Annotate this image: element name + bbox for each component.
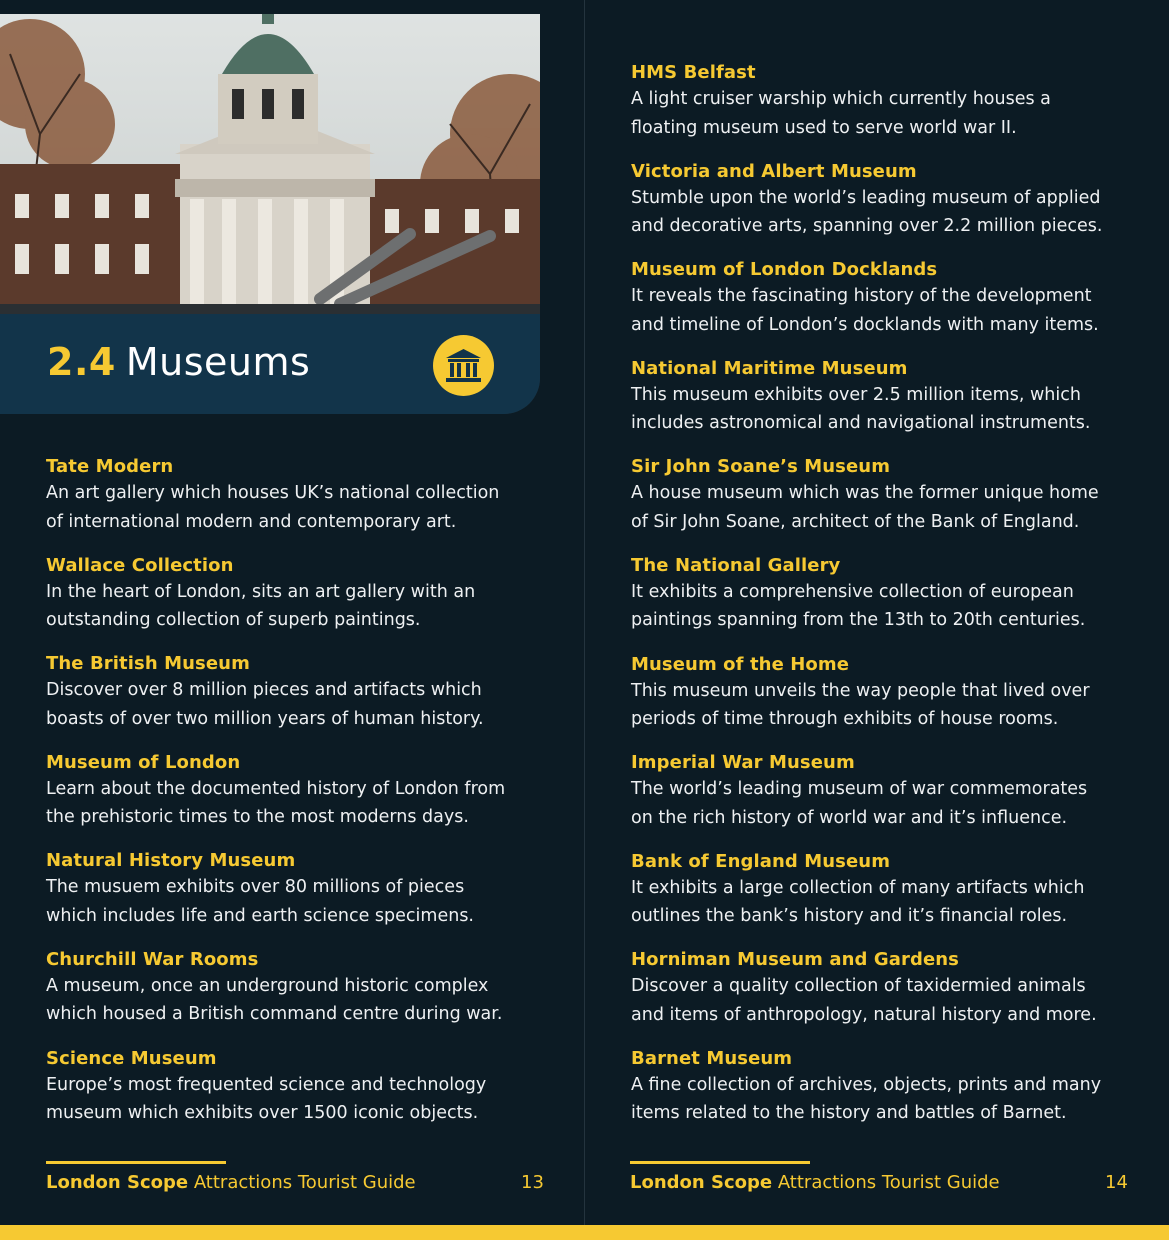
museum-description-line: and decorative arts, spanning over 2.2 million pieces.: [631, 216, 1103, 237]
museum-description-line: museum which exhibits over 1500 iconic objects.: [46, 1103, 479, 1124]
museum-name: The National Gallery: [631, 554, 841, 576]
museum-description-line: The world’s leading museum of war commemorates: [631, 779, 1088, 800]
museum-entry: [631, 61, 1141, 160]
museum-name: Wallace Collection: [46, 554, 234, 576]
museum-description-line: It exhibits a comprehensive collection of european: [631, 581, 1074, 602]
museum-name: Horniman Museum and Gardens: [631, 949, 959, 971]
footer-subtitle: Attractions Tourist Guide: [193, 1172, 416, 1193]
museum-description-line: floating museum used to serve world war II.: [631, 117, 1017, 138]
section-heading: [47, 340, 310, 384]
museum-entry: [631, 160, 1141, 259]
museum-entry: [46, 849, 546, 948]
museum-entry: [631, 554, 1141, 653]
museum-entry: [631, 751, 1141, 850]
museum-entry: [631, 455, 1141, 554]
museum-description-line: which includes life and earth science specimens.: [46, 905, 474, 926]
museum-description-line: A fine collection of archives, objects, prints and many: [631, 1074, 1102, 1095]
footer-brand: London Scope: [46, 1172, 189, 1193]
museum-description-line: It exhibits a large collection of many artifacts which: [631, 877, 1085, 898]
museum-name: Science Museum: [46, 1047, 217, 1069]
museum-name: Imperial War Museum: [631, 752, 855, 774]
museum-entry: [46, 1047, 546, 1146]
right-museum-list: [631, 61, 1141, 1146]
footer-left: [46, 1172, 416, 1193]
footer-right: [630, 1172, 1000, 1193]
museum-entry: [631, 948, 1141, 1047]
museum-description-line: of international modern and contemporary art.: [46, 511, 457, 532]
museum-description-line: items related to the history and battles of Barnet.: [631, 1103, 1067, 1124]
museum-description-line: Stumble upon the world’s leading museum of applied: [631, 187, 1101, 208]
museum-entry: [46, 554, 546, 653]
museum-entry: [46, 455, 546, 554]
museum-entry: [631, 850, 1141, 949]
museum-name: Sir John Soane’s Museum: [631, 456, 891, 478]
footer-subtitle: Attractions Tourist Guide: [777, 1172, 1000, 1193]
museum-description-line: The musuem exhibits over 80 millions of pieces: [46, 877, 465, 898]
museum-name: Churchill War Rooms: [46, 948, 259, 970]
museum-name: Natural History Museum: [46, 850, 296, 872]
museum-description-line: includes astronomical and navigational instruments.: [631, 413, 1091, 434]
museum-entry: [46, 948, 546, 1047]
museum-entry: [46, 652, 546, 751]
museum-entry: [631, 357, 1141, 456]
museum-description-line: A light cruiser warship which currently houses a: [631, 89, 1051, 109]
left-museum-list: [46, 455, 546, 1145]
museum-entry: [631, 1047, 1141, 1146]
section-number: 2.4: [47, 340, 116, 384]
museum-name: Bank of England Museum: [631, 850, 891, 872]
footer-rule-left: [46, 1161, 226, 1164]
museum-name: HMS Belfast: [631, 62, 756, 83]
museum-description-line: Discover a quality collection of taxidermied animals: [631, 976, 1086, 997]
museum-description-line: A house museum which was the former unique home: [631, 483, 1099, 504]
museum-description-line: paintings spanning from the 13th to 20th centuries.: [631, 610, 1086, 631]
museum-building-icon: [433, 335, 494, 396]
museum-description-line: and timeline of London’s docklands with many items.: [631, 314, 1099, 335]
museum-name: Museum of London: [46, 751, 241, 773]
museum-name: The British Museum: [46, 653, 250, 675]
museum-name: Victoria and Albert Museum: [631, 160, 917, 182]
museum-description-line: A museum, once an underground historic complex: [46, 975, 489, 996]
museum-description-line: on the rich history of world war and it’s influence.: [631, 807, 1068, 828]
museum-entry: [46, 751, 546, 850]
page-number-right: 14: [1105, 1172, 1128, 1193]
footer-brand: London Scope: [630, 1172, 773, 1193]
museum-name: Tate Modern: [46, 456, 174, 477]
bottom-accent-bar: [0, 1225, 1169, 1240]
museum-description-line: the prehistoric times to the most moderns days.: [46, 807, 469, 828]
museum-description-line: and items of anthropology, natural history and more.: [631, 1004, 1097, 1025]
museum-description-line: outstanding collection of superb paintings.: [46, 610, 421, 631]
museum-name: Museum of the Home: [631, 653, 850, 675]
museum-description-line: boasts of over two million years of human history.: [46, 708, 484, 729]
museum-description-line: It reveals the fascinating history of the development: [631, 286, 1092, 307]
museum-entry: [631, 258, 1141, 357]
museum-description-line: of Sir John Soane, architect of the Bank of England.: [631, 511, 1080, 532]
museum-entry: [631, 653, 1141, 752]
page-number-left: 13: [521, 1172, 544, 1193]
museum-description-line: An art gallery which houses UK’s national collection: [46, 483, 500, 503]
museum-description-line: periods of time through exhibits of house rooms.: [631, 709, 1059, 730]
museum-name: National Maritime Museum: [631, 357, 908, 379]
museum-description-line: This museum unveils the way people that lived over: [631, 680, 1090, 701]
museum-description-line: This museum exhibits over 2.5 million items, which: [631, 384, 1081, 405]
museum-description-line: Learn about the documented history of London from: [46, 778, 506, 799]
museum-description-line: Europe’s most frequented science and technology: [46, 1074, 487, 1095]
museum-description-line: In the heart of London, sits an art gallery with an: [46, 581, 476, 602]
section-title: Museums: [125, 340, 311, 384]
museum-description-line: Discover over 8 million pieces and artifacts which: [46, 680, 482, 701]
museum-name: Barnet Museum: [631, 1047, 793, 1069]
museum-description-line: outlines the bank’s history and it’s financial roles.: [631, 906, 1068, 927]
museum-name: Museum of London Docklands: [631, 259, 938, 281]
footer-rule-right: [630, 1161, 810, 1164]
museum-description-line: which housed a British command centre during war.: [46, 1004, 503, 1025]
